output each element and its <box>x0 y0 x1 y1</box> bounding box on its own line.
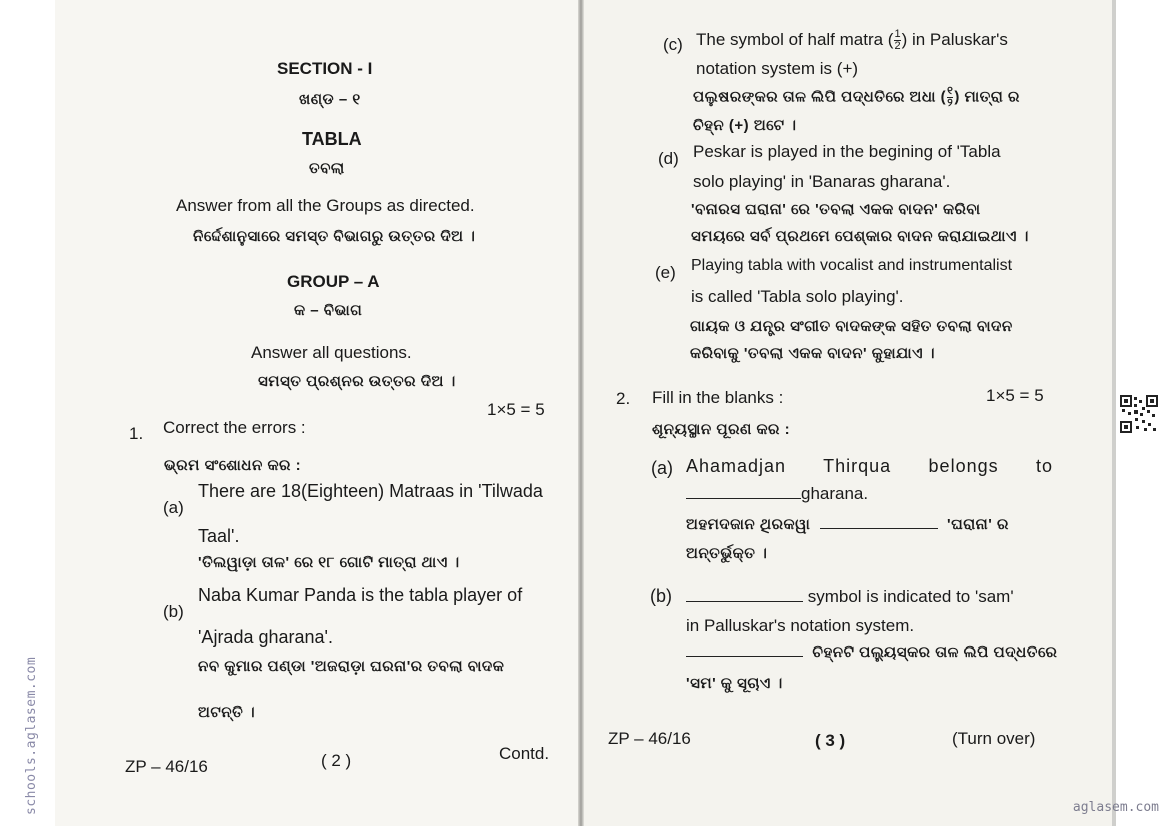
general-instruction: Answer from all the Groups as directed. <box>176 196 475 215</box>
q1-text-odia: ଭ୍ରମ ସଂଶୋଧନ କର : <box>164 457 302 474</box>
q2-marks: 1×5 = 5 <box>986 386 1044 405</box>
page-edge <box>1112 0 1116 826</box>
q2a-odia-line1 <box>686 516 1009 533</box>
q2b-odia-text: ଚିହ୍ନଟି ପଲ୍ୟୁସ୍କର ତାଳ ଲିପି ପଦ୍ଧତିରେ <box>812 644 1058 661</box>
general-instruction-odia: ନିର୍ଦ୍ଦେଶାନୁସାରେ ସମସ୍ତ ବିଭାଗରୁ ଉତ୍ତର ଦିଅ । <box>193 228 476 245</box>
half-fraction-odia-denominator: ୨ <box>947 97 954 109</box>
q2b-odia-line1 <box>686 644 1057 661</box>
q1d-odia-line1: 'ବନାରସ ଘରାନା' ରେ 'ତବଲା ଏକକ ବାଦନ' କରିବା <box>691 201 981 218</box>
q1-number: 1. <box>129 424 144 443</box>
q2a-line2 <box>686 484 868 504</box>
q1c-odia-line2: ଚିହ୍ନ (+) ଅଟେ । <box>693 117 797 134</box>
half-fraction <box>894 29 900 52</box>
q1c-odia-line1 <box>693 86 1020 109</box>
q2a-odia-post: 'ଘରାନା' ର <box>947 516 1009 533</box>
q1c-line1 <box>696 29 1008 52</box>
q1d-line1: Peskar is played in the begining of 'Tabla <box>693 142 1001 161</box>
q1c-line1-post: ) in Paluskar's <box>901 29 1008 49</box>
left-footer-contd: Contd. <box>499 744 550 763</box>
subject-title-odia: ତବଲା <box>309 160 345 177</box>
q1c-odia-line1-post: ) ମାତ୍ରା ର <box>954 88 1020 106</box>
q1a-line2: Taal'. <box>198 526 240 546</box>
q2-text: Fill in the blanks : <box>652 388 784 407</box>
right-footer-code: ZP – 46/16 <box>608 729 691 748</box>
half-fraction-denominator: 2 <box>894 40 901 52</box>
q1b-line2: 'Ajrada gharana'. <box>198 627 333 647</box>
watermark-right: aglasem.com <box>1072 800 1159 815</box>
half-fraction-odia-numerator: ୧ <box>947 85 954 97</box>
q1a-line1: There are 18(Eighteen) Matraas in 'Tilwada <box>198 481 543 501</box>
right-footer-page-number: ( 3 ) <box>815 731 846 750</box>
q1-marks: 1×5 = 5 <box>487 400 545 419</box>
right-footer-turn-over: (Turn over) <box>952 729 1036 748</box>
q1b-odia-line1: ନବ କୁମାର ପଣ୍ଡା 'ଅଜରାଡ଼ା ଘରନା'ର ତବଲା ବାଦକ <box>198 658 505 675</box>
group-title-odia: କ – ବିଭାଗ <box>294 302 363 319</box>
q1e-label: (e) <box>655 263 676 282</box>
qr-code-icon <box>1120 395 1158 433</box>
q1-text: Correct the errors : <box>163 418 306 437</box>
q1c-label: (c) <box>663 35 683 54</box>
left-footer-page-number: ( 2 ) <box>321 751 352 770</box>
q1e-line2: is called 'Tabla solo playing'. <box>691 287 904 306</box>
q2a-odia-pre: ଅହମଦଜାନ ଥିରକୱା <box>686 516 811 533</box>
q1b-odia-line2: ଅଟନ୍ତି । <box>198 704 256 721</box>
q2a-odia-line2: ଅନ୍ତର୍ଭୁକ୍ତ । <box>686 545 768 562</box>
right-page <box>583 0 1115 826</box>
q2b-odia-blank <box>686 655 803 657</box>
q2b-blank <box>686 600 803 602</box>
q1b-label: (b) <box>163 602 184 621</box>
q2b-line1-text: symbol is indicated to 'sam' <box>807 587 1014 606</box>
answer-all-instruction-odia: ସମସ୍ତ ପ୍ରଶ୍ନର ଉତ୍ତର ଦିଅ । <box>258 373 456 390</box>
q2b-label: (b) <box>650 586 672 606</box>
q2-text-odia: ଶୂନ୍ୟସ୍ଥାନ ପୂରଣ କର : <box>652 421 791 438</box>
watermark-left: schools.aglasem.com <box>24 656 39 815</box>
half-fraction-odia <box>947 86 953 109</box>
q2a-line1: Ahamadjan Thirqua belongs to <box>686 456 1053 476</box>
q1c-line1-pre: The symbol of half matra ( <box>696 29 894 49</box>
subject-title: TABLA <box>302 129 362 149</box>
q1c-line2: notation system is (+) <box>696 59 859 78</box>
section-title-odia: ଖଣ୍ଡ – ୧ <box>299 91 361 108</box>
q1a-odia: 'ତିଲୱାଡ଼ା ତାଳ' ରେ ୧୮ ଗୋଟି ମାତ୍ରା ଥାଏ । <box>198 554 460 571</box>
q1c-odia-line1-pre: ପଲୁଷରଙ୍କର ତାଳ ଲିପି ପଦ୍ଧତିରେ ଅଧା ( <box>693 88 947 106</box>
q2a-odia-blank <box>820 527 938 529</box>
q1b-line1: Naba Kumar Panda is the tabla player of <box>198 585 523 605</box>
q2a-blank <box>686 497 801 499</box>
q2a-line2-text: gharana. <box>801 484 869 503</box>
q1e-odia-line1: ଗାୟକ ଓ ଯନ୍ତ୍ର ସଂଗୀତ ବାଦକଙ୍କ ସହିତ ତବଲା ବାଦନ <box>690 318 1013 335</box>
q1a-label: (a) <box>163 498 184 517</box>
page-fold <box>578 0 584 826</box>
q2b-line1 <box>686 587 1014 607</box>
q1d-odia-line2: ସମୟରେ ସର୍ବ ପ୍ରଥମେ ପେଶ୍କାର ବାଦନ କରାଯାଇଥାଏ । <box>691 228 1029 245</box>
section-title: SECTION - I <box>277 59 373 78</box>
q2b-odia-line2: 'ସମ' କୁ ସୂଚାଏ । <box>686 675 783 692</box>
q2b-line2: in Palluskar's notation system. <box>686 616 915 635</box>
left-footer-code: ZP – 46/16 <box>125 757 208 776</box>
q1e-line1: Playing tabla with vocalist and instrumentalist <box>691 257 1013 274</box>
half-fraction-numerator: 1 <box>894 28 901 40</box>
answer-all-instruction: Answer all questions. <box>251 343 412 362</box>
q1d-line2: solo playing' in 'Banaras gharana'. <box>693 172 951 191</box>
q1d-label: (d) <box>658 149 679 168</box>
q2-number: 2. <box>616 389 631 408</box>
q1e-odia-line2: କରିବାକୁ 'ତବଲା ଏକକ ବାଦନ' କୁହାଯାଏ । <box>690 345 936 362</box>
group-title: GROUP – A <box>287 272 380 291</box>
q2a-label: (a) <box>651 458 673 478</box>
